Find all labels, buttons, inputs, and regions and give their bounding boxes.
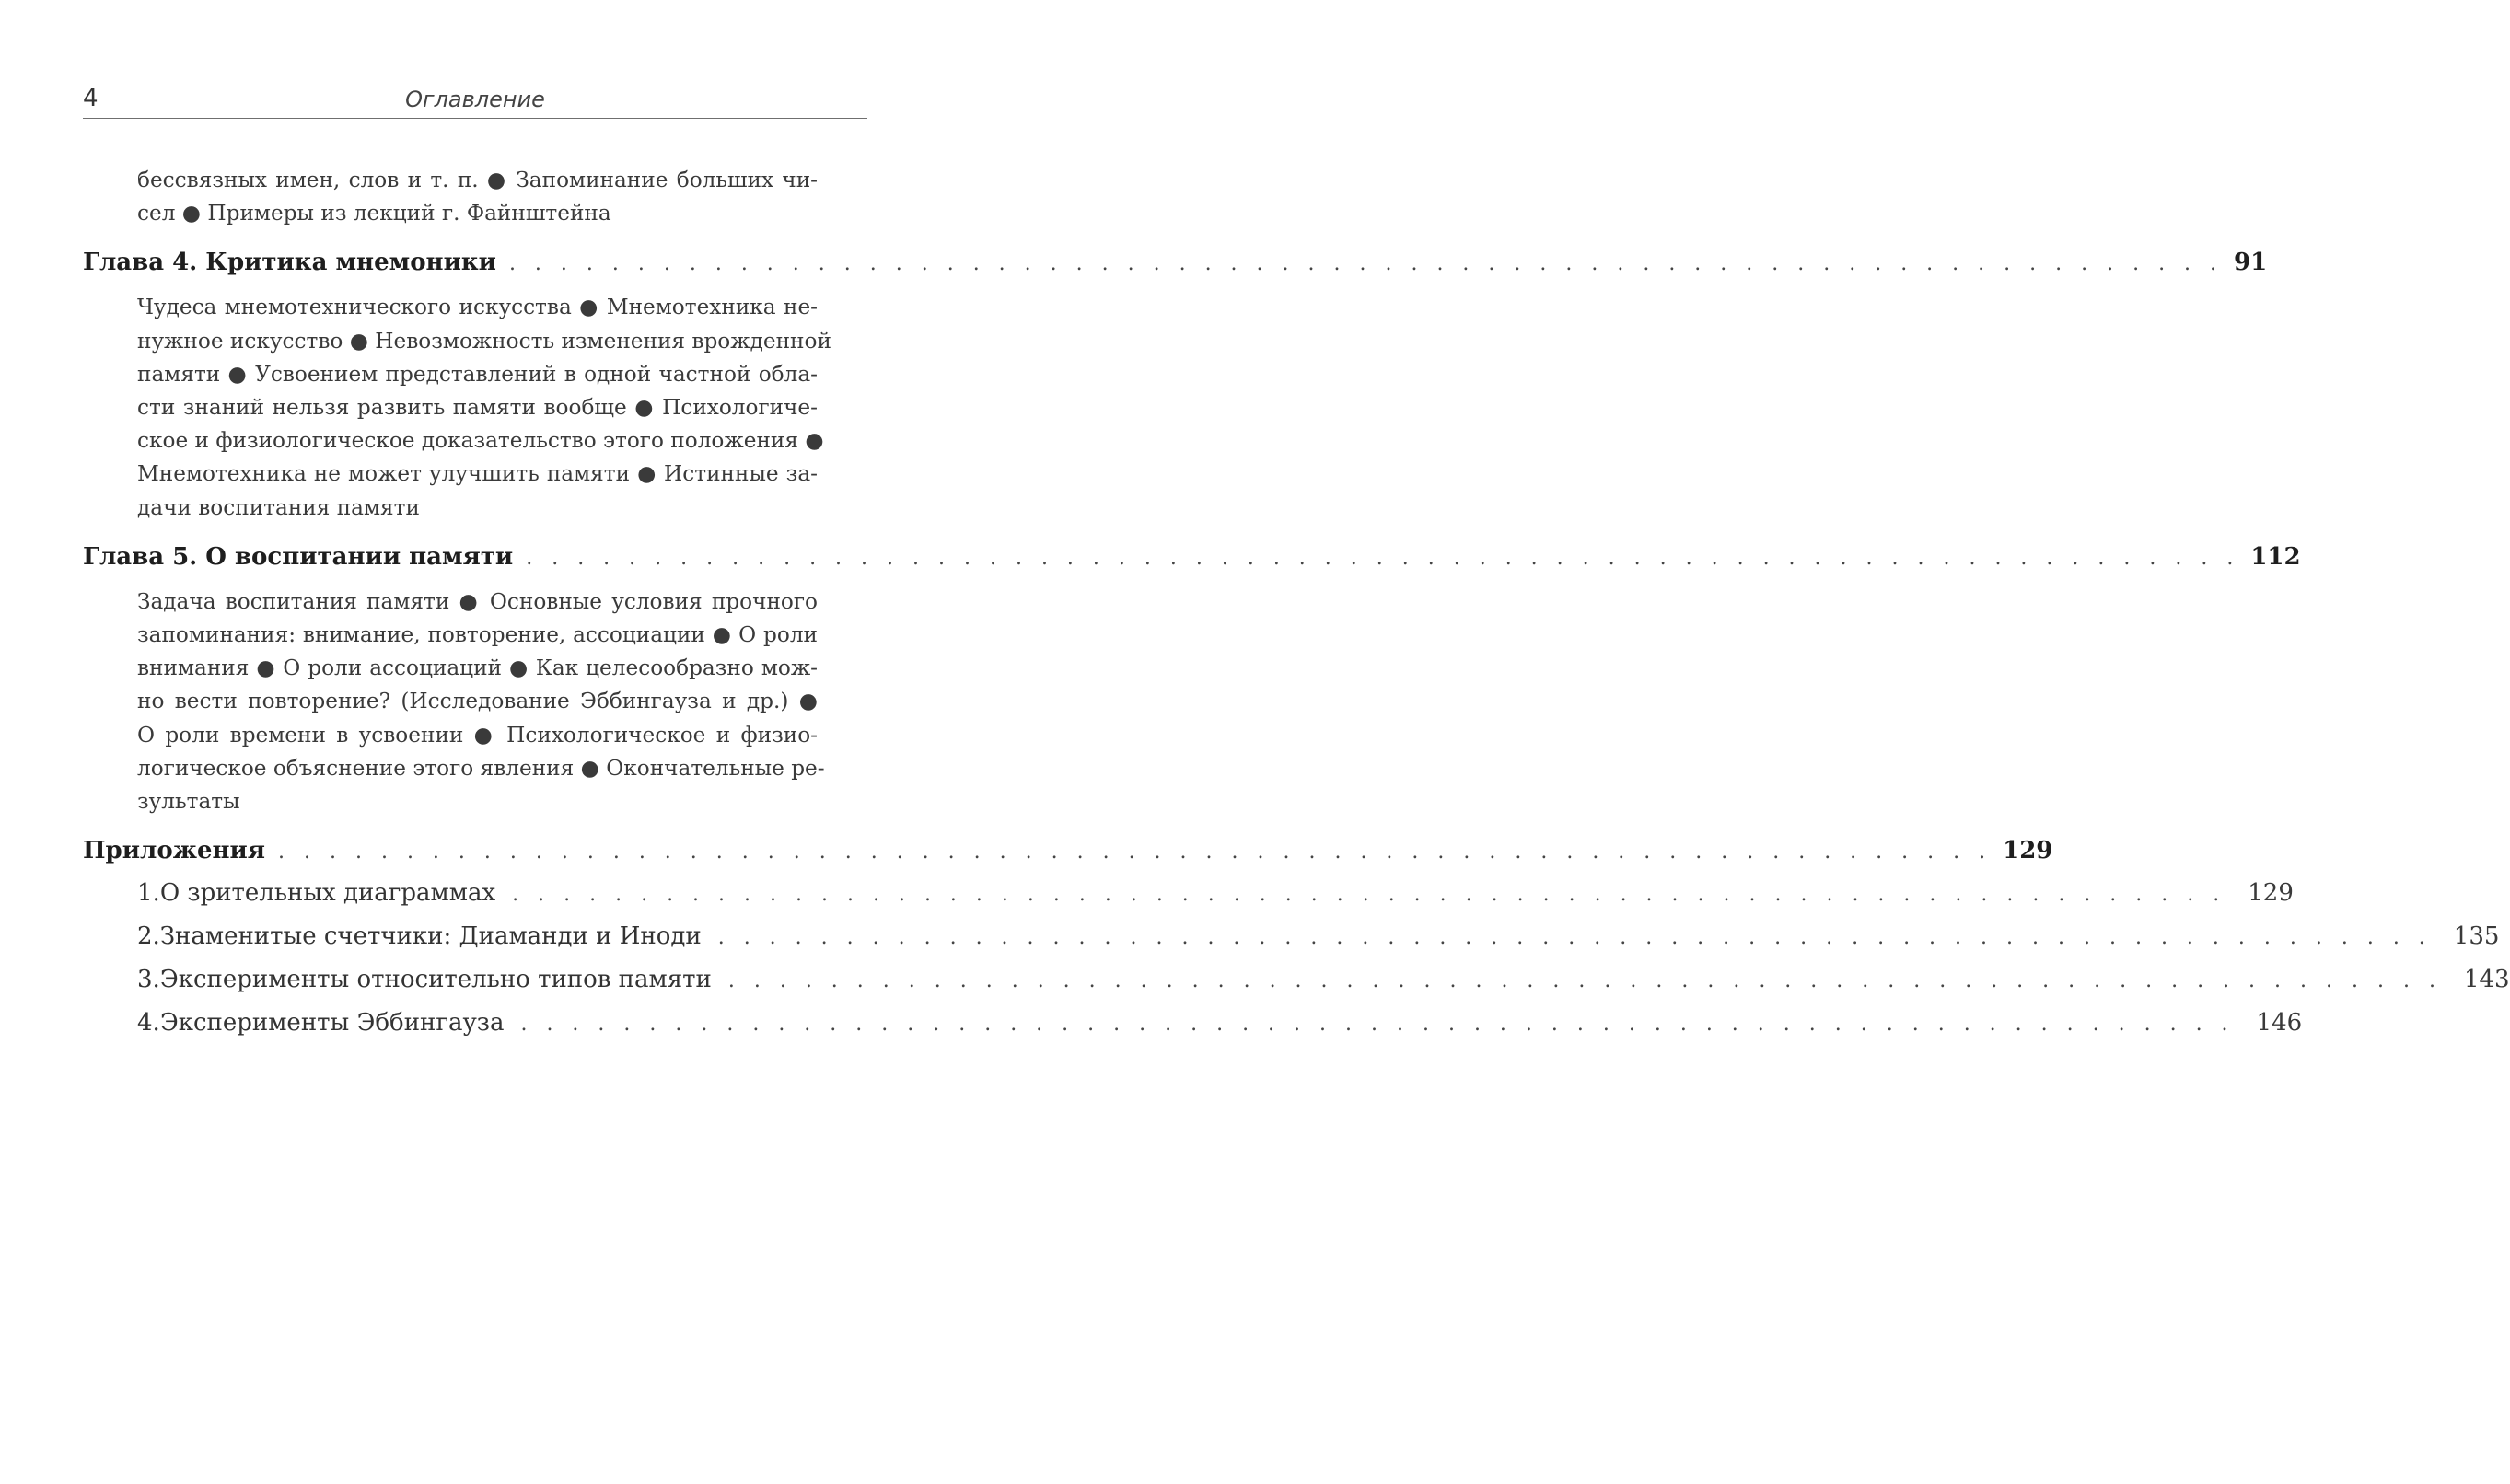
- description-line: нужное искусство ● Невозможность изменения врожденной: [137, 328, 831, 354]
- description-line: зультаты: [137, 789, 240, 815]
- description-line: О роли времени в усвоении ● Психологическое и физио-: [137, 722, 818, 748]
- description-line: памяти ● Усвоением представлений в одной частной обла-: [137, 361, 818, 387]
- page-number: 4: [83, 85, 99, 112]
- appendix-page-number: 143: [2463, 966, 2510, 994]
- description-line: бессвязных имен, слов и т. п. ● Запоминание больших чи-: [137, 168, 818, 192]
- dot-leader: . . . . . . . . . . . . . . . . . . . . . . . . . . . . . . . . . . . . . . . . . . . . . . . . . . . . . . . . . . . . . . . . . . .: [512, 883, 2226, 907]
- appendix-title: Эксперименты Эббингауза: [159, 1009, 505, 1038]
- appendices-page-number: 129: [2003, 837, 2053, 865]
- description-line: Чудеса мнемотехнического искусства ● Мнемотехника не-: [137, 295, 818, 320]
- toc-entry-chapter-4[interactable]: [83, 241, 2268, 284]
- dot-leader: . . . . . . . . . . . . . . . . . . . . . . . . . . . . . . . . . . . . . . . . . . . . . . . . . . . . . . . . . . . . . . . . . . .: [717, 926, 2432, 950]
- chapter-title: Глава 4. Критика мнемоники: [83, 249, 496, 277]
- appendix-number: 4.: [137, 1009, 160, 1038]
- description-line: сти знаний нельзя развить памяти вообще ● Психологиче-: [137, 395, 818, 421]
- dot-leader: . . . . . . . . . . . . . . . . . . . . . . . . . . . . . . . . . . . . . . . . . . . . . . . . . . . . . . . . . . . . . . . . . . .: [508, 252, 2224, 276]
- toc-entry-appendix-3[interactable]: [137, 958, 2510, 1002]
- header-title: Оглавление: [405, 87, 545, 112]
- description-line: Задача воспитания памяти ● Основные условия прочного: [137, 588, 818, 614]
- table-of-contents: [83, 164, 2510, 1045]
- description-line: дачи воспитания памяти: [137, 494, 420, 520]
- appendix-title: Знаменитые счетчики: Диаманди и Иноди: [159, 922, 702, 951]
- appendix-page-number: 135: [2453, 922, 2500, 951]
- toc-entry-appendices[interactable]: [83, 829, 2053, 872]
- appendix-list: [137, 872, 2510, 1045]
- chapter-title: Глава 5. О воспитании памяти: [83, 542, 514, 571]
- toc-entry-chapter-5[interactable]: [83, 536, 2301, 578]
- description-line: запоминания: внимание, повторение, ассоциации ● О роли: [137, 622, 818, 648]
- dot-leader: . . . . . . . . . . . . . . . . . . . . . . . . . . . . . . . . . . . . . . . . . . . . . . . . . . . . . . . . . . . . . . . . . . .: [278, 841, 1993, 864]
- dot-leader: . . . . . . . . . . . . . . . . . . . . . . . . . . . . . . . . . . . . . . . . . . . . . . . . . . . . . . . . . . . . . . . . . . .: [520, 1013, 2235, 1037]
- appendix-number: 1.: [137, 879, 160, 908]
- toc-entry-appendix-2[interactable]: [137, 915, 2500, 958]
- description-line: сел ● Примеры из лекций г. Файнштейна: [137, 201, 611, 226]
- dot-leader: . . . . . . . . . . . . . . . . . . . . . . . . . . . . . . . . . . . . . . . . . . . . . . . . . . . . . . . . . . . . . . . . . . .: [727, 969, 2442, 993]
- dot-leader: . . . . . . . . . . . . . . . . . . . . . . . . . . . . . . . . . . . . . . . . . . . . . . . . . . . . . . . . . . . . . . . . . . .: [526, 546, 2240, 570]
- appendices-title: Приложения: [83, 837, 266, 865]
- chapter-page-number: 91: [2234, 249, 2268, 277]
- appendix-title: О зрительных диаграммах: [159, 879, 496, 908]
- description-line: ское и физиологическое доказательство этого положения ●: [137, 428, 824, 454]
- toc-entry-appendix-1[interactable]: [137, 872, 2294, 915]
- description-line: Мнемотехника не может улучшить памяти ● Истинные за-: [137, 461, 818, 487]
- toc-entry-appendix-4[interactable]: [137, 1002, 2303, 1045]
- chapter-page-number: 112: [2250, 542, 2301, 571]
- chapter-4-description: [137, 291, 831, 524]
- chapter-5-description: [137, 585, 825, 818]
- running-header: [83, 81, 867, 119]
- appendix-page-number: 129: [2248, 879, 2294, 908]
- appendix-page-number: 146: [2256, 1009, 2303, 1038]
- continuation-description: [137, 164, 818, 230]
- appendix-title: Эксперименты относительно типов памяти: [159, 966, 712, 994]
- description-line: но вести повторение? (Исследование Эббингауза и др.) ●: [137, 689, 818, 714]
- appendix-number: 2.: [137, 922, 160, 951]
- appendix-number: 3.: [137, 966, 160, 994]
- description-line: логическое объяснение этого явления ● Окончательные ре-: [137, 755, 825, 781]
- description-line: внимания ● О роли ассоциаций ● Как целесообразно мож-: [137, 655, 818, 681]
